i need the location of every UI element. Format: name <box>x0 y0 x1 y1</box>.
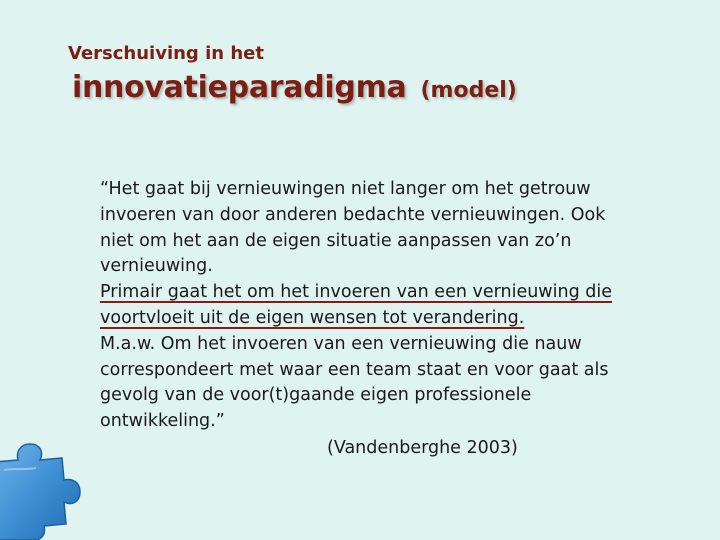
closing-line: correspondeert met waar een team staat en voor gaat als <box>100 359 609 380</box>
closing-line: ontwikkeling.” <box>100 411 225 432</box>
citation: (Vandenberghe 2003) <box>327 437 518 458</box>
underlined-line: Primair gaat het om het invoeren van een vernieuwing die <box>100 282 612 303</box>
slide-title-small: Verschuiving in het <box>68 43 264 64</box>
quote-line: invoeren van door anderen bedachte vernieuwingen. Ook <box>100 204 606 225</box>
closing-line: M.a.w. Om het invoeren van een vernieuwing die nauw <box>100 333 582 354</box>
quote-body <box>100 177 685 462</box>
slide-title <box>72 70 517 105</box>
slide-title-sub: (model) <box>420 78 517 103</box>
slide-title-main: innovatieparadigma <box>72 70 407 105</box>
quote-line: vernieuwing. <box>100 256 213 277</box>
quote-line: “Het gaat bij vernieuwingen niet langer om het getrouw <box>100 179 591 199</box>
puzzle-piece-icon <box>0 440 90 540</box>
closing-line: gevolg van de voor(t)gaande eigen professionele <box>100 385 532 406</box>
quote-line: niet om het aan de eigen situatie aanpassen van zo’n <box>100 230 572 251</box>
underlined-line: voortvloeit uit de eigen wensen tot verandering. <box>100 307 525 328</box>
